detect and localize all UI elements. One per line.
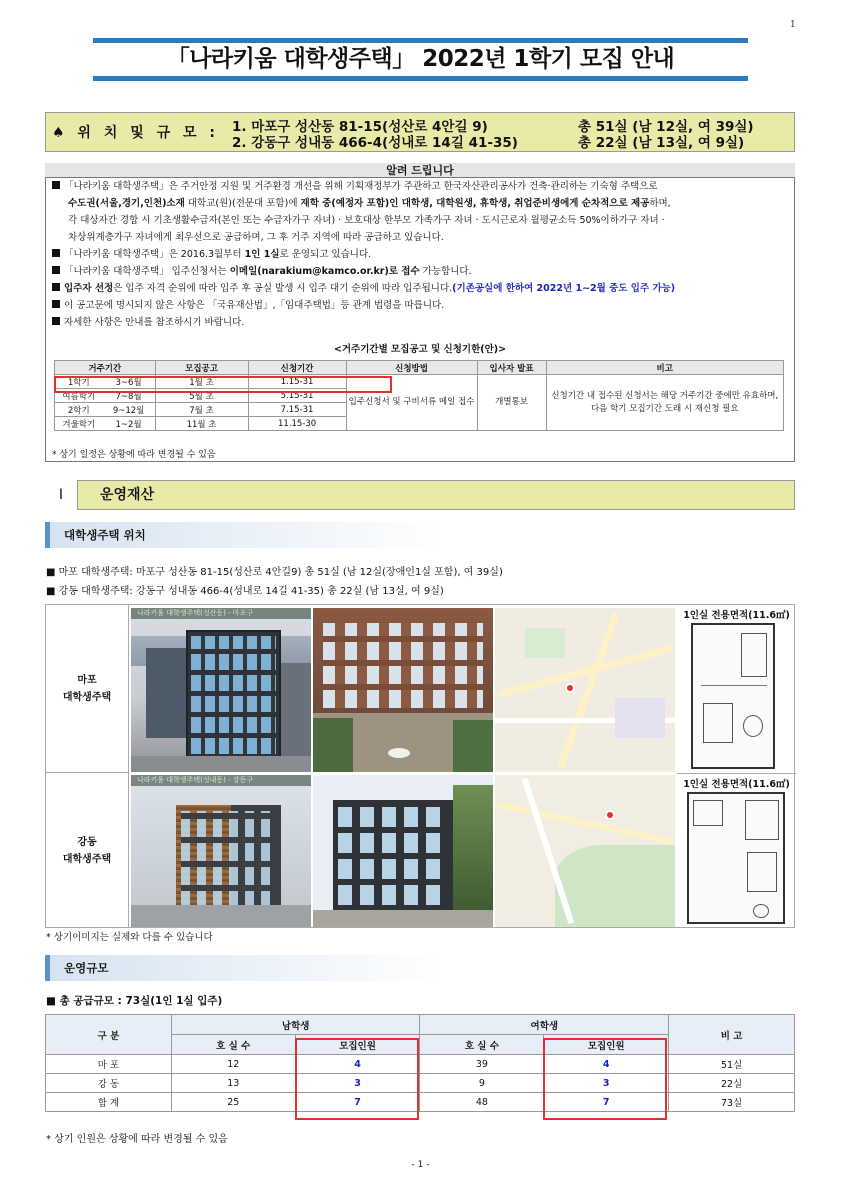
scale-row-name: 강 동 xyxy=(46,1074,172,1093)
scale-male-recruit: 3 xyxy=(295,1074,420,1093)
schedule-header: 신청기간 xyxy=(248,361,346,375)
page-title: 「나라키움 대학생주택」 2022년 1학기 모집 안내 xyxy=(166,46,675,72)
corner-page-number: 1 xyxy=(790,20,796,30)
table-row xyxy=(46,1055,795,1074)
notice-email: 이메일(narakium@kamco.or.kr)로 접수 xyxy=(229,266,420,277)
scale-header-male-rooms: 호 실 수 xyxy=(171,1035,295,1055)
location-mapo-address: 1. 마포구 성산동 81-15(성산로 4안길 9) xyxy=(232,119,488,135)
schedule-title: <거주기간별 모집공고 및 신청기한(안)> xyxy=(333,344,507,355)
schedule-header: 입사자 발표 xyxy=(477,361,546,375)
table-row xyxy=(46,1074,795,1093)
schedule-term: 여름학기 xyxy=(55,389,103,403)
notice-p4 xyxy=(52,280,675,297)
notice-p2-end: 로 운영되고 있습니다. xyxy=(279,249,372,260)
highlight-box-female-recruit xyxy=(543,1038,667,1120)
scale-female-recruit: 4 xyxy=(544,1055,669,1074)
notice-p3-end: 가능합니다. xyxy=(419,266,472,277)
scale-remark: 22실 xyxy=(669,1074,795,1093)
schedule-header-row xyxy=(55,361,784,375)
images-note: * 상기이미지는 실제와 다를 수 있습니다 xyxy=(46,932,213,943)
scale-note: * 상기 인원은 상황에 따라 변경될 수 있음 xyxy=(46,1134,228,1145)
scale-female-recruit: 7 xyxy=(544,1093,669,1112)
schedule-method: 입주신청서 및 구비서류 메일 접수 xyxy=(346,375,477,431)
mapo-courtyard-photo xyxy=(313,608,493,772)
schedule-months: 1~2월 xyxy=(103,417,155,431)
schedule-months: 7~8월 xyxy=(103,389,155,403)
location-mapo-size: 총 51실 (남 12실, 여 39실) xyxy=(578,119,754,135)
mapo-building-photo xyxy=(131,608,311,772)
gangdong-map-image xyxy=(495,775,675,927)
notice-p1 xyxy=(52,178,658,195)
highlight-box-first-term xyxy=(54,376,392,393)
mapo-label-cell xyxy=(46,605,129,773)
scale-row-name: 마 포 xyxy=(46,1055,172,1074)
gangdong-floorplan xyxy=(687,792,785,924)
section-header-box xyxy=(45,480,795,510)
subsection-location-heading: 대학생주택 위치 xyxy=(45,522,445,548)
notice-p5 xyxy=(52,297,444,314)
schedule-months: 3~6월 xyxy=(103,375,155,389)
section-number: Ⅰ xyxy=(45,480,78,510)
schedule-remark: 신청기간 내 접수된 신청서는 해당 거주기간 중에만 유효하며, 다음 학기 모집기간 도래 시 재신청 필요 xyxy=(546,375,783,431)
gangdong-label: 강동 대학생주택 xyxy=(62,836,112,865)
subsection-scale-heading: 운영규모 xyxy=(45,955,445,981)
notice-p1-line2 xyxy=(68,195,671,212)
table-row xyxy=(46,1093,795,1112)
notice-p5-text: 이 공고문에 명시되지 않은 사항은 「국유재산법」,「임대주택법」등 관계 법령을 따릅니다. xyxy=(64,300,445,311)
scale-header-male-recruit: 모집인원 xyxy=(295,1035,420,1055)
scale-header-male: 남학생 xyxy=(171,1015,420,1035)
schedule-term: 겨울학기 xyxy=(55,417,103,431)
notice-heading: 알려 드립니다 xyxy=(45,163,795,178)
gangdong-floorplan-cell xyxy=(677,773,796,928)
notice-school: 대학교(원)(전문대 포함)에 xyxy=(184,198,301,209)
scale-header-gubun: 구 분 xyxy=(46,1015,172,1055)
notice-p6-text: 자세한 사항은 안내를 참조하시기 바랍니다. xyxy=(64,317,245,328)
notice-p4-blue: (기존공실에 한하여 2022년 1~2월 중도 입주 가능) xyxy=(452,283,676,294)
notice-region: 수도권(서울,경기,인천)소재 xyxy=(68,198,185,209)
schedule-months: 9~12월 xyxy=(103,403,155,417)
schedule-header: 신청방법 xyxy=(346,361,477,375)
location-label: ♠ 위 치 및 규 모 : xyxy=(52,125,220,141)
schedule-period: 7.15-31 xyxy=(248,403,346,417)
scale-header-female-recruit: 모집인원 xyxy=(544,1035,669,1055)
mapo-floor-label: 1인실 전용면적(11.6㎡) xyxy=(683,610,790,621)
scale-female-rooms: 9 xyxy=(420,1074,544,1093)
schedule-header: 비고 xyxy=(546,361,783,375)
scale-remark: 51실 xyxy=(669,1055,795,1074)
schedule-period: 11.15-30 xyxy=(248,417,346,431)
notice-p2 xyxy=(52,246,371,263)
notice-p2-bold: 1인 1실 xyxy=(244,249,280,260)
schedule-notice: 11월 초 xyxy=(155,417,248,431)
bullet-square-icon xyxy=(52,181,60,189)
schedule-period: 1.15-31 xyxy=(248,375,346,389)
scale-header-female-rooms: 호 실 수 xyxy=(420,1035,544,1055)
schedule-term: 1학기 xyxy=(55,375,103,389)
schedule-table xyxy=(54,360,784,431)
schedule-announce: 개별통보 xyxy=(477,375,546,431)
scale-male-recruit: 7 xyxy=(295,1093,420,1112)
scale-female-rooms: 39 xyxy=(420,1055,544,1074)
notice-p1-line3: 각 대상자간 경합 시 기초생활수급자(본인 또는 수급자가구 자녀) · 보호대상 한부모 가족가구 자녀 · 도시근로자 월평균소득 50%이하가구 자녀 · xyxy=(68,215,665,226)
scale-header-row xyxy=(46,1015,795,1035)
scale-male-recruit: 4 xyxy=(295,1055,420,1074)
location-gangdong-address: 2. 강동구 성내동 466-4(성내로 14길 41-35) xyxy=(232,135,518,151)
schedule-period: 5.15-31 xyxy=(248,389,346,403)
mapo-label: 마포 대학생주택 xyxy=(62,674,112,703)
bullet-square-icon xyxy=(52,283,60,291)
gangdong-photo-caption: 나라키움 대학생주택(성내동) - 강동구 xyxy=(131,775,311,786)
supply-summary: ■ 총 공급규모 : 73실(1인 1실 입주) xyxy=(46,995,223,1007)
location-gangdong-line: ■ 강동 대학생주택: 강동구 성내동 466-4(성내로 14길 41-35) 총 22실 (남 13실, 여 9실) xyxy=(46,586,444,597)
notice-p4-bold: 입주자 선정 xyxy=(64,283,114,294)
bullet-square-icon xyxy=(52,300,60,308)
section-title: 운영재산 xyxy=(100,487,155,503)
scale-male-rooms: 25 xyxy=(171,1093,295,1112)
scale-table xyxy=(45,1014,795,1112)
scale-header-female: 여학생 xyxy=(420,1015,669,1035)
scale-remark: 73실 xyxy=(669,1093,795,1112)
notice-target: 재학 중(예정자 포함)인 대학생, 대학원생, 휴학생, 취업준비생에게 순차적으로 제공 xyxy=(300,198,650,209)
schedule-term: 2학기 xyxy=(55,403,103,417)
location-mapo-line: ■ 마포 대학생주택: 마포구 성산동 81-15(성산로 4안길9) 총 51실 (남 12실(장애인1실 포함), 여 39실) xyxy=(46,567,503,578)
scale-row-name: 합 계 xyxy=(46,1093,172,1112)
mapo-floorplan-cell xyxy=(677,605,796,773)
notice-p6 xyxy=(52,314,244,331)
schedule-header: 거주기간 xyxy=(55,361,156,375)
gangdong-label-cell xyxy=(46,773,129,928)
scale-header-remark: 비 고 xyxy=(669,1015,795,1055)
notice-p4-text: 은 입주 자격 순위에 따라 입주 후 공실 발생 시 입주 대기 순위에 따라 입주됩니다. xyxy=(113,283,453,294)
gangdong-floor-label: 1인실 전용면적(11.6㎡) xyxy=(683,779,790,790)
location-gangdong-size: 총 22실 (남 13실, 여 9실) xyxy=(578,135,745,151)
notice-p1-line4: 차상위계층가구 자녀에게 최우선으로 공급하며, 그 후 거주 지역에 따라 공급하고 있습니다. xyxy=(68,232,444,243)
schedule-header: 모집공고 xyxy=(155,361,248,375)
highlight-box-male-recruit xyxy=(295,1038,419,1120)
mapo-map-image xyxy=(495,608,675,772)
mapo-floorplan xyxy=(691,623,775,769)
bullet-square-icon xyxy=(52,266,60,274)
gangdong-building-photo xyxy=(131,775,311,927)
notice-p3-text: 「나라키움 대학생주택」 입주신청서는 xyxy=(64,266,230,277)
footer-page-number: - 1 - xyxy=(411,1160,430,1170)
scale-male-rooms: 12 xyxy=(171,1055,295,1074)
bullet-square-icon xyxy=(52,317,60,325)
scale-female-recruit: 3 xyxy=(544,1074,669,1093)
building-image-grid xyxy=(45,604,795,928)
mapo-photo-caption: 나라키움 대학생주택(성산동) - 마포구 xyxy=(131,608,311,619)
title-bottom-rule xyxy=(93,76,748,81)
scale-female-rooms: 48 xyxy=(420,1093,544,1112)
scale-male-rooms: 13 xyxy=(171,1074,295,1093)
notice-p1-text: 「나라키움 대학생주택」은 주거안정 지원 및 거주환경 개선을 위해 기획재정부가 주관하고 한국자산관리공사가 건축·관리하는 기숙형 주택으로 xyxy=(64,181,658,192)
schedule-note: * 상기 일정은 상황에 따라 변경될 수 있음 xyxy=(52,450,216,460)
notice-p2-text: 「나라키움 대학생주택」은 2016.3월부터 xyxy=(64,249,245,260)
notice-suffix: 하며, xyxy=(649,198,671,209)
bullet-square-icon xyxy=(52,249,60,257)
schedule-notice: 5월 초 xyxy=(155,389,248,403)
notice-p3 xyxy=(52,263,472,280)
schedule-notice: 1월 초 xyxy=(155,375,248,389)
gangdong-street-photo xyxy=(313,775,493,927)
schedule-notice: 7월 초 xyxy=(155,403,248,417)
